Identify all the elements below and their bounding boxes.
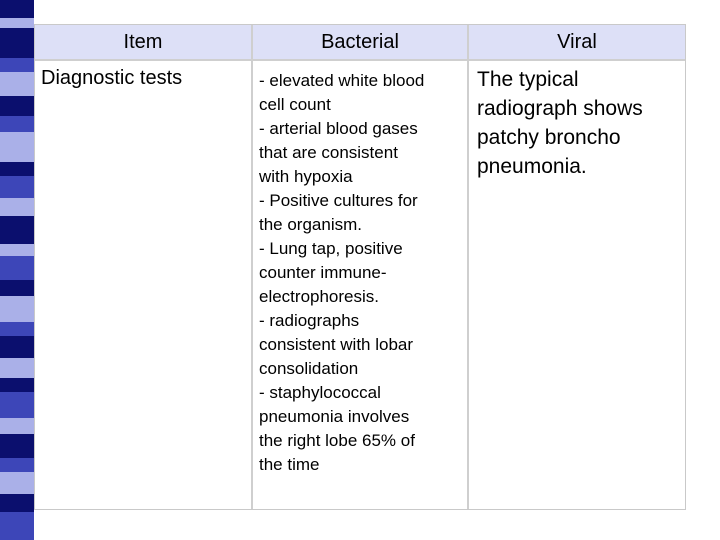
viral-line: radiograph shows	[477, 97, 643, 120]
header-bacterial	[253, 25, 467, 59]
bacterial-line: - elevated white blood	[259, 71, 425, 90]
bacterial-line: - radiographs	[259, 311, 360, 330]
bacterial-line: the organism.	[259, 215, 362, 234]
bacterial-line: - Positive cultures for	[259, 191, 418, 210]
header-viral-label: Viral	[557, 30, 597, 53]
header-bacterial-label: Bacterial	[321, 30, 399, 53]
header-divider	[35, 59, 685, 61]
bacterial-line: - Lung tap, positive	[259, 239, 403, 258]
bacterial-line: counter immune-	[259, 263, 387, 282]
bacterial-line: - staphylococcal	[259, 383, 381, 402]
bacterial-line: consistent with lobar	[259, 335, 414, 354]
viral-line: patchy broncho	[477, 126, 621, 149]
bacterial-line: that are consistent	[259, 143, 398, 162]
comparison-table	[34, 24, 686, 510]
header-viral	[469, 25, 685, 59]
bacterial-cell	[259, 69, 469, 477]
item-cell: Diagnostic tests	[41, 67, 183, 89]
header-item	[35, 25, 251, 59]
bacterial-line: the time	[259, 455, 320, 474]
bacterial-line: with hypoxia	[259, 167, 353, 186]
header-item-label: Item	[123, 30, 163, 53]
viral-line: pneumonia.	[477, 155, 587, 178]
viral-line: The typical	[477, 68, 579, 91]
bacterial-line: consolidation	[259, 359, 359, 378]
decorative-left-strip	[0, 0, 34, 540]
bacterial-line: - arterial blood gases	[259, 119, 418, 138]
viral-cell	[477, 65, 682, 181]
bacterial-line: cell count	[259, 95, 331, 114]
column-divider-1	[251, 25, 253, 509]
bacterial-line: pneumonia involves	[259, 407, 410, 426]
bacterial-line: the right lobe 65% of	[259, 431, 415, 450]
bacterial-line: electrophoresis.	[259, 287, 380, 306]
